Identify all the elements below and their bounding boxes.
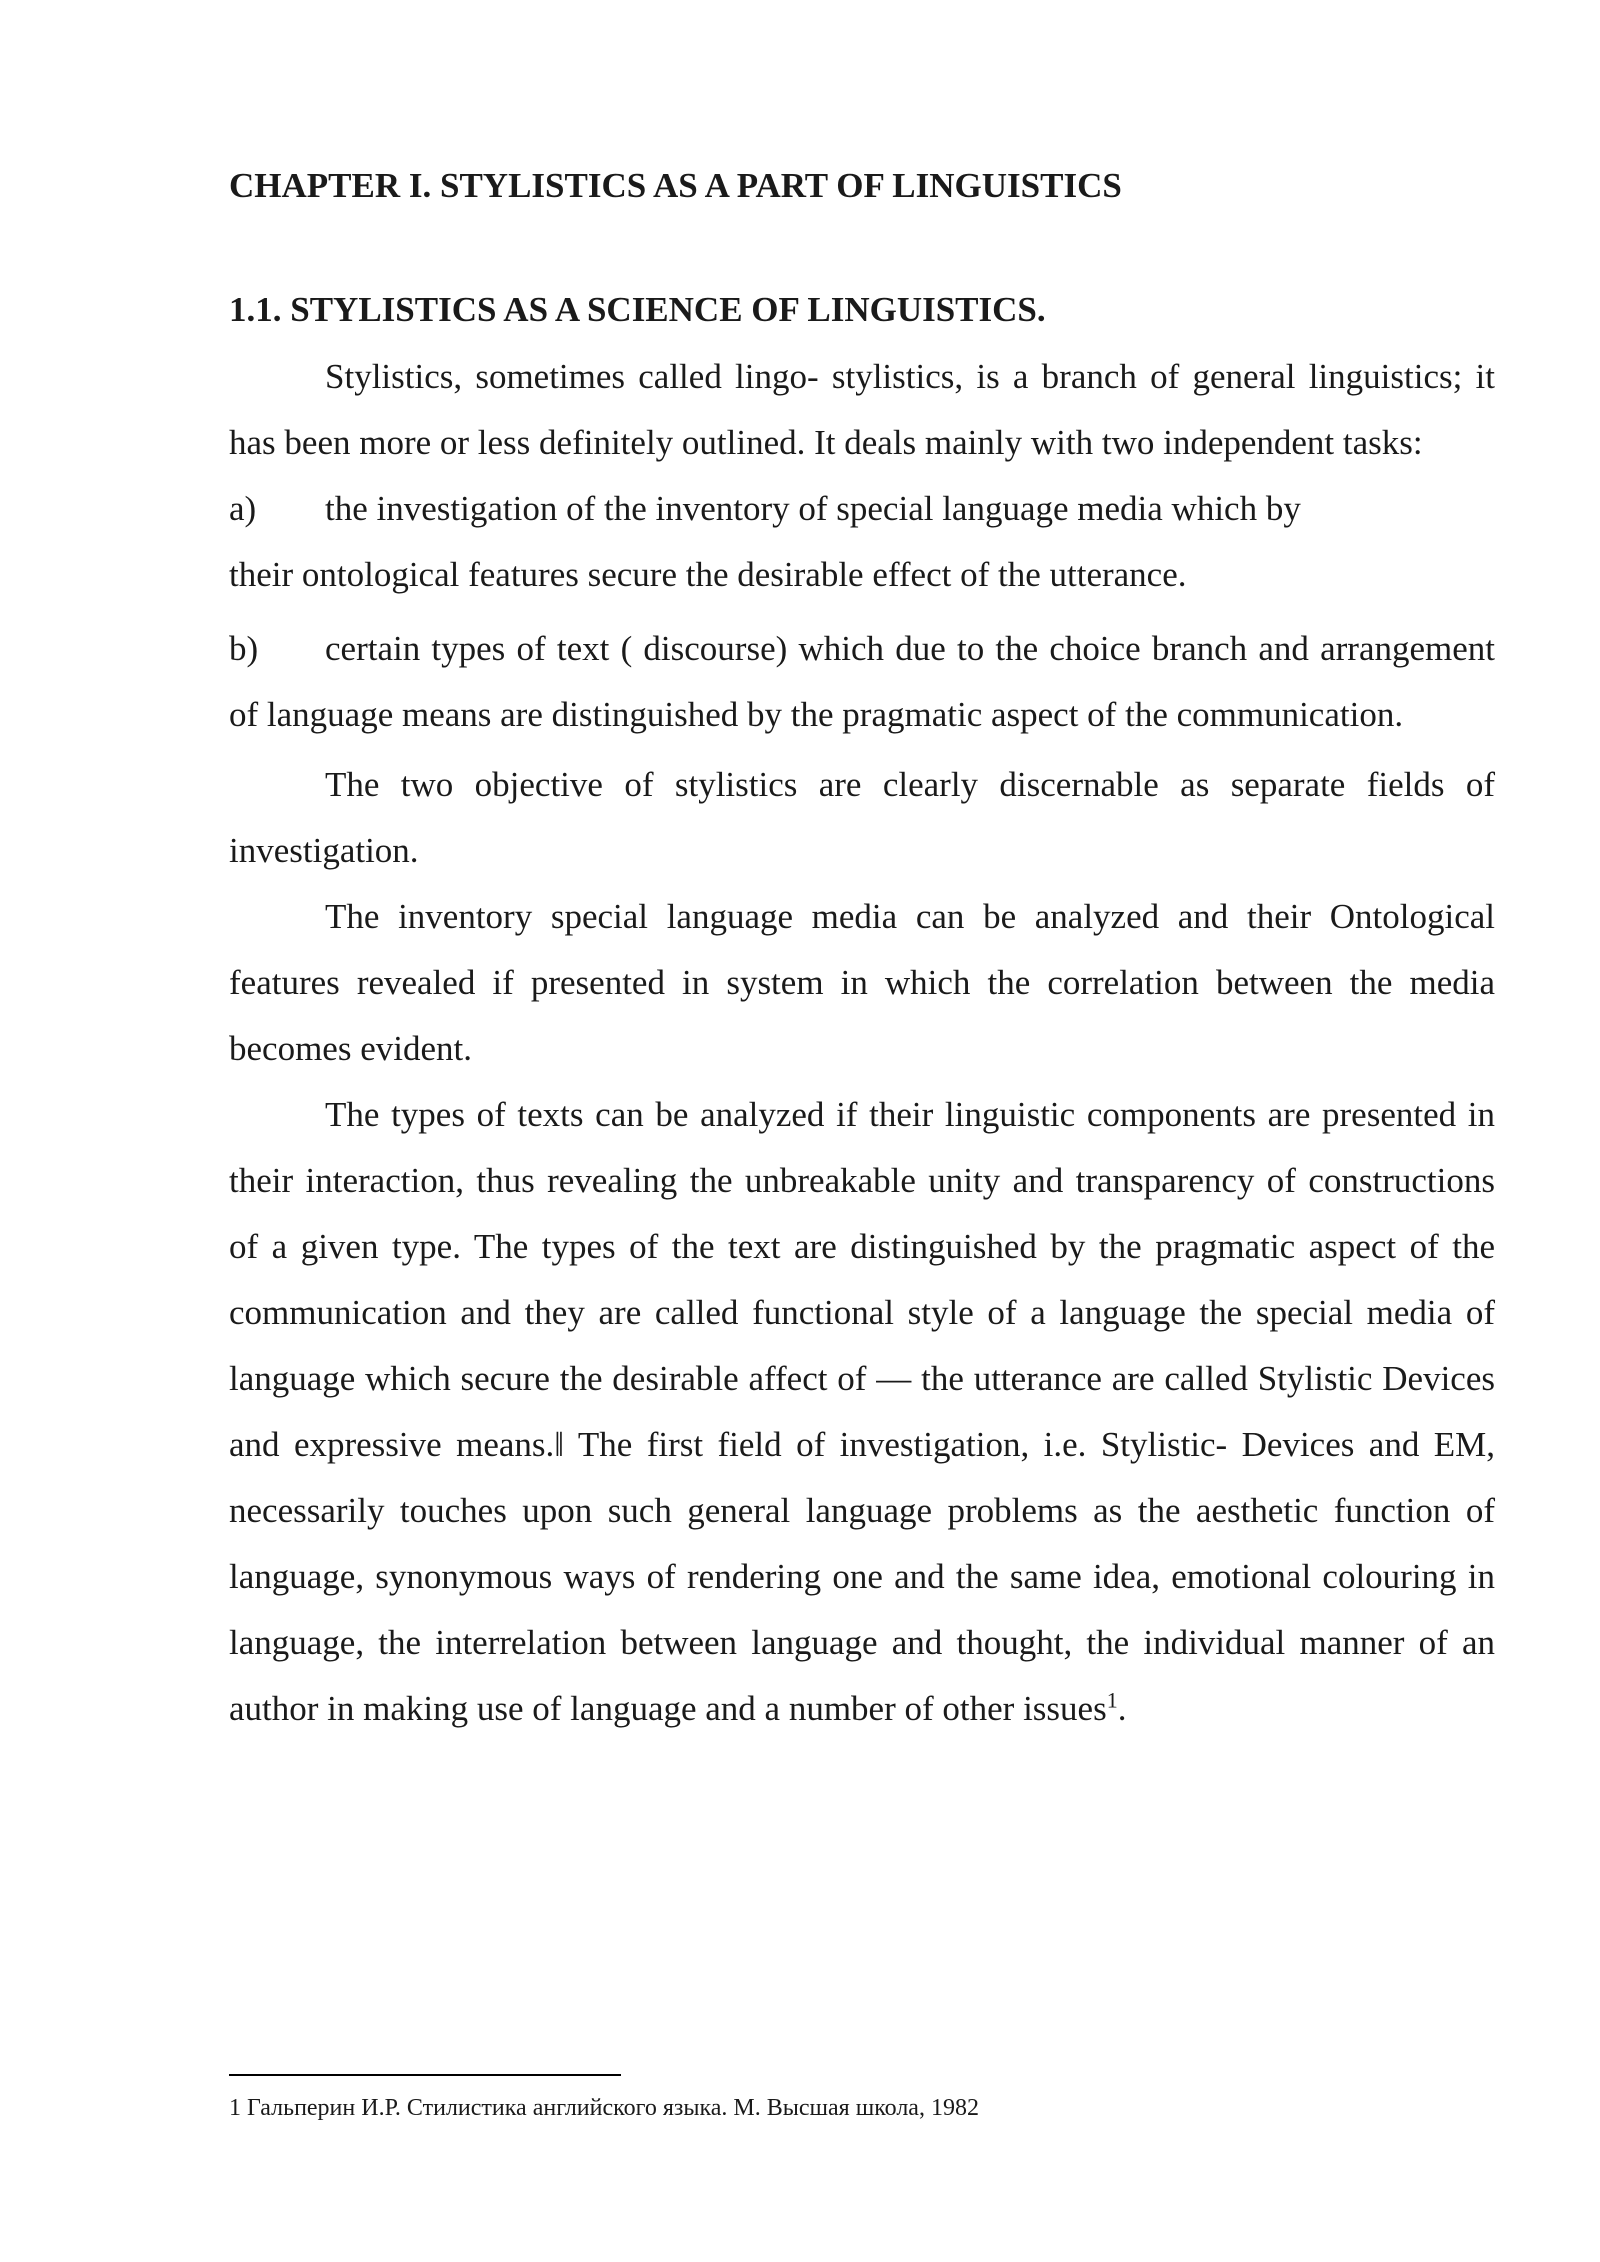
- chapter-title: CHAPTER I. STYLISTICS AS A PART OF LINGUISTICS: [229, 166, 1122, 205]
- intro-paragraph: Stylistics, sometimes called lingo- stylistics, is a branch of general linguistics; it has been more or less definitely outlined. It deals mainly with two independent tasks:: [229, 357, 1495, 462]
- paragraph-inventory: The inventory special language media can be analyzed and their Ontological features revealed if presented in system in which the correlation between the media becomes evident.: [229, 897, 1495, 1068]
- list-item-a: [229, 476, 1495, 608]
- list-marker-a: a): [229, 489, 257, 528]
- list-marker-b: b): [229, 629, 259, 668]
- section-title: 1.1. STYLISTICS AS A SCIENCE OF LINGUISTICS.: [229, 290, 1046, 329]
- list-item-a-line1: the investigation of the inventory of special language media which by: [325, 489, 1301, 528]
- paragraph-types-of-texts-text: The types of texts can be analyzed if their linguistic components are presented in their interaction, thus revealing the unbreakable unity and transparency of constructions of a given type. The types of the text are distinguished by the pragmatic aspect of the communication and they are called functional style of a language the special media of language which secure the desirable affect of — the utterance are called Stylistic Devices and expressive means.‖ The first field of investigation, i.e. Stylistic- Devices and EM, necessarily touches upon such general language problems as the aesthetic function of language, synonymous ways of rendering one and the same idea, emotional colouring in language, the interrelation between language and thought, the individual manner of an author in making use of language and a number of other issues: [229, 1095, 1495, 1728]
- footnote: 1 Гальперин И.Р. Стилистика английского языка. М. Высшая школа, 1982: [229, 2095, 979, 2121]
- page-body: [229, 160, 1495, 1742]
- paragraph-objectives: The two objective of stylistics are clearly discernable as separate fields of investigation.: [229, 765, 1495, 870]
- list-item-b: [229, 616, 1495, 748]
- footnote-reference: 1: [1106, 1687, 1118, 1713]
- final-period: .: [1117, 1689, 1127, 1728]
- paragraph-types-of-texts: [229, 1082, 1495, 1742]
- list-item-b-text: certain types of text ( discourse) which due to the choice branch and arrangement of language means are distinguished by the pragmatic aspect of the communication.: [229, 629, 1495, 734]
- footnote-separator: [229, 2074, 621, 2076]
- list-item-a-line2: their ontological features secure the desirable effect of the utterance.: [229, 555, 1187, 594]
